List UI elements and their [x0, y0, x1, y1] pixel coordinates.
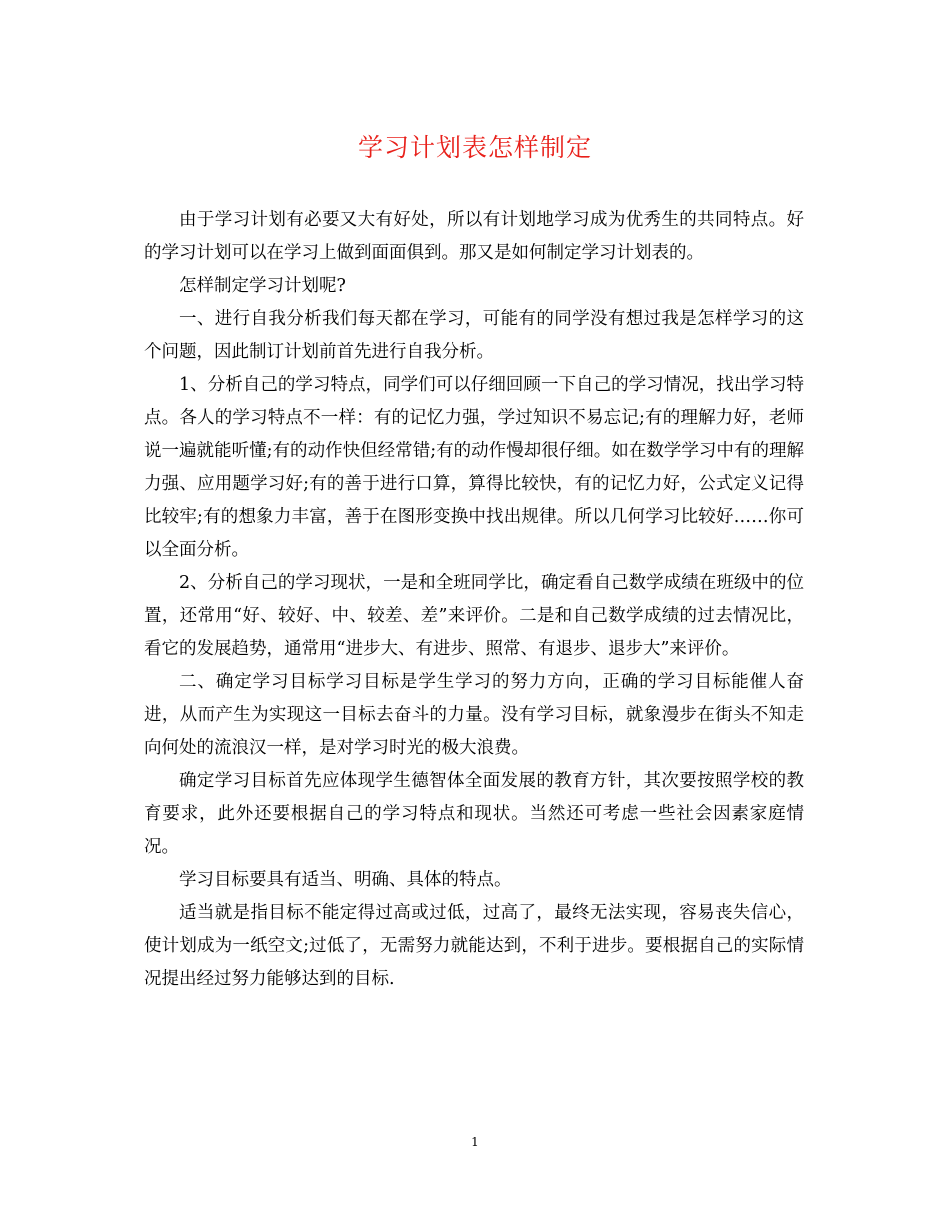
document-title: 学习计划表怎样制定	[357, 133, 592, 162]
page-number: 1	[471, 1135, 479, 1149]
paragraph-intro: 由于学习计划有必要又大有好处，所以有计划地学习成为优秀生的共同特点。好的学习计划可以在学习上做到面面俱到。那又是如何制定学习计划表的。	[144, 210, 804, 263]
paragraph-learning-goals: 二、确定学习目标学习目标是学生学习的努力方向，正确的学习目标能催人奋进，从而产生为实现这一目标去奋斗的力量。没有学习目标，就象漫步在街头不知走向何处的流浪汉一样，是对学习时光的极大浪费。	[144, 672, 804, 758]
paragraph-self-analysis: 一、进行自我分析我们每天都在学习，可能有的同学没有想过我是怎样学习的这个问题，因此制订计划前首先进行自我分析。	[144, 309, 804, 362]
paragraph-goal-principles: 确定学习目标首先应体现学生德智体全面发展的教育方针，其次要按照学校的教育要求，此外还要根据自己的学习特点和现状。当然还可考虑一些社会因素家庭情况。	[144, 771, 804, 857]
paragraph-question: 怎样制定学习计划呢?	[179, 276, 346, 296]
paragraph-learning-status: 2、分析自己的学习现状，一是和全班同学比，确定看自己数学成绩在班级中的位置，还常用“好、较好、中、较差、差”来评价。二是和自己数学成绩的过去情况比，看它的发展趋势，通常用“进步大、有进步、照常、有退步、退步大”来评价。	[144, 573, 804, 659]
paragraph-goal-features: 学习目标要具有适当、明确、具体的特点。	[179, 870, 512, 890]
paragraph-learning-traits: 1、分析自己的学习特点，同学们可以仔细回顾一下自己的学习情况，找出学习特点。各人的学习特点不一样：有的记忆力强，学过知识不易忘记;有的理解力好，老师说一遍就能听懂;有的动作快但经常错;有的动作慢却很仔细。如在数学学习中有的理解力强、应用题学习好;有的善于进行口算，算得比较快，有的记忆力好，公式定义记得比较牢;有的想象力丰富，善于在图形变换中找出规律。所以几何学习比较好……你可以全面分析。	[144, 375, 804, 560]
document-body	[144, 204, 804, 996]
paragraph-appropriate-goals: 适当就是指目标不能定得过高或过低，过高了，最终无法实现，容易丧失信心，使计划成为一纸空文;过低了，无需努力就能达到，不利于进步。要根据自己的实际情况提出经过努力能够达到的目标.	[144, 903, 804, 989]
